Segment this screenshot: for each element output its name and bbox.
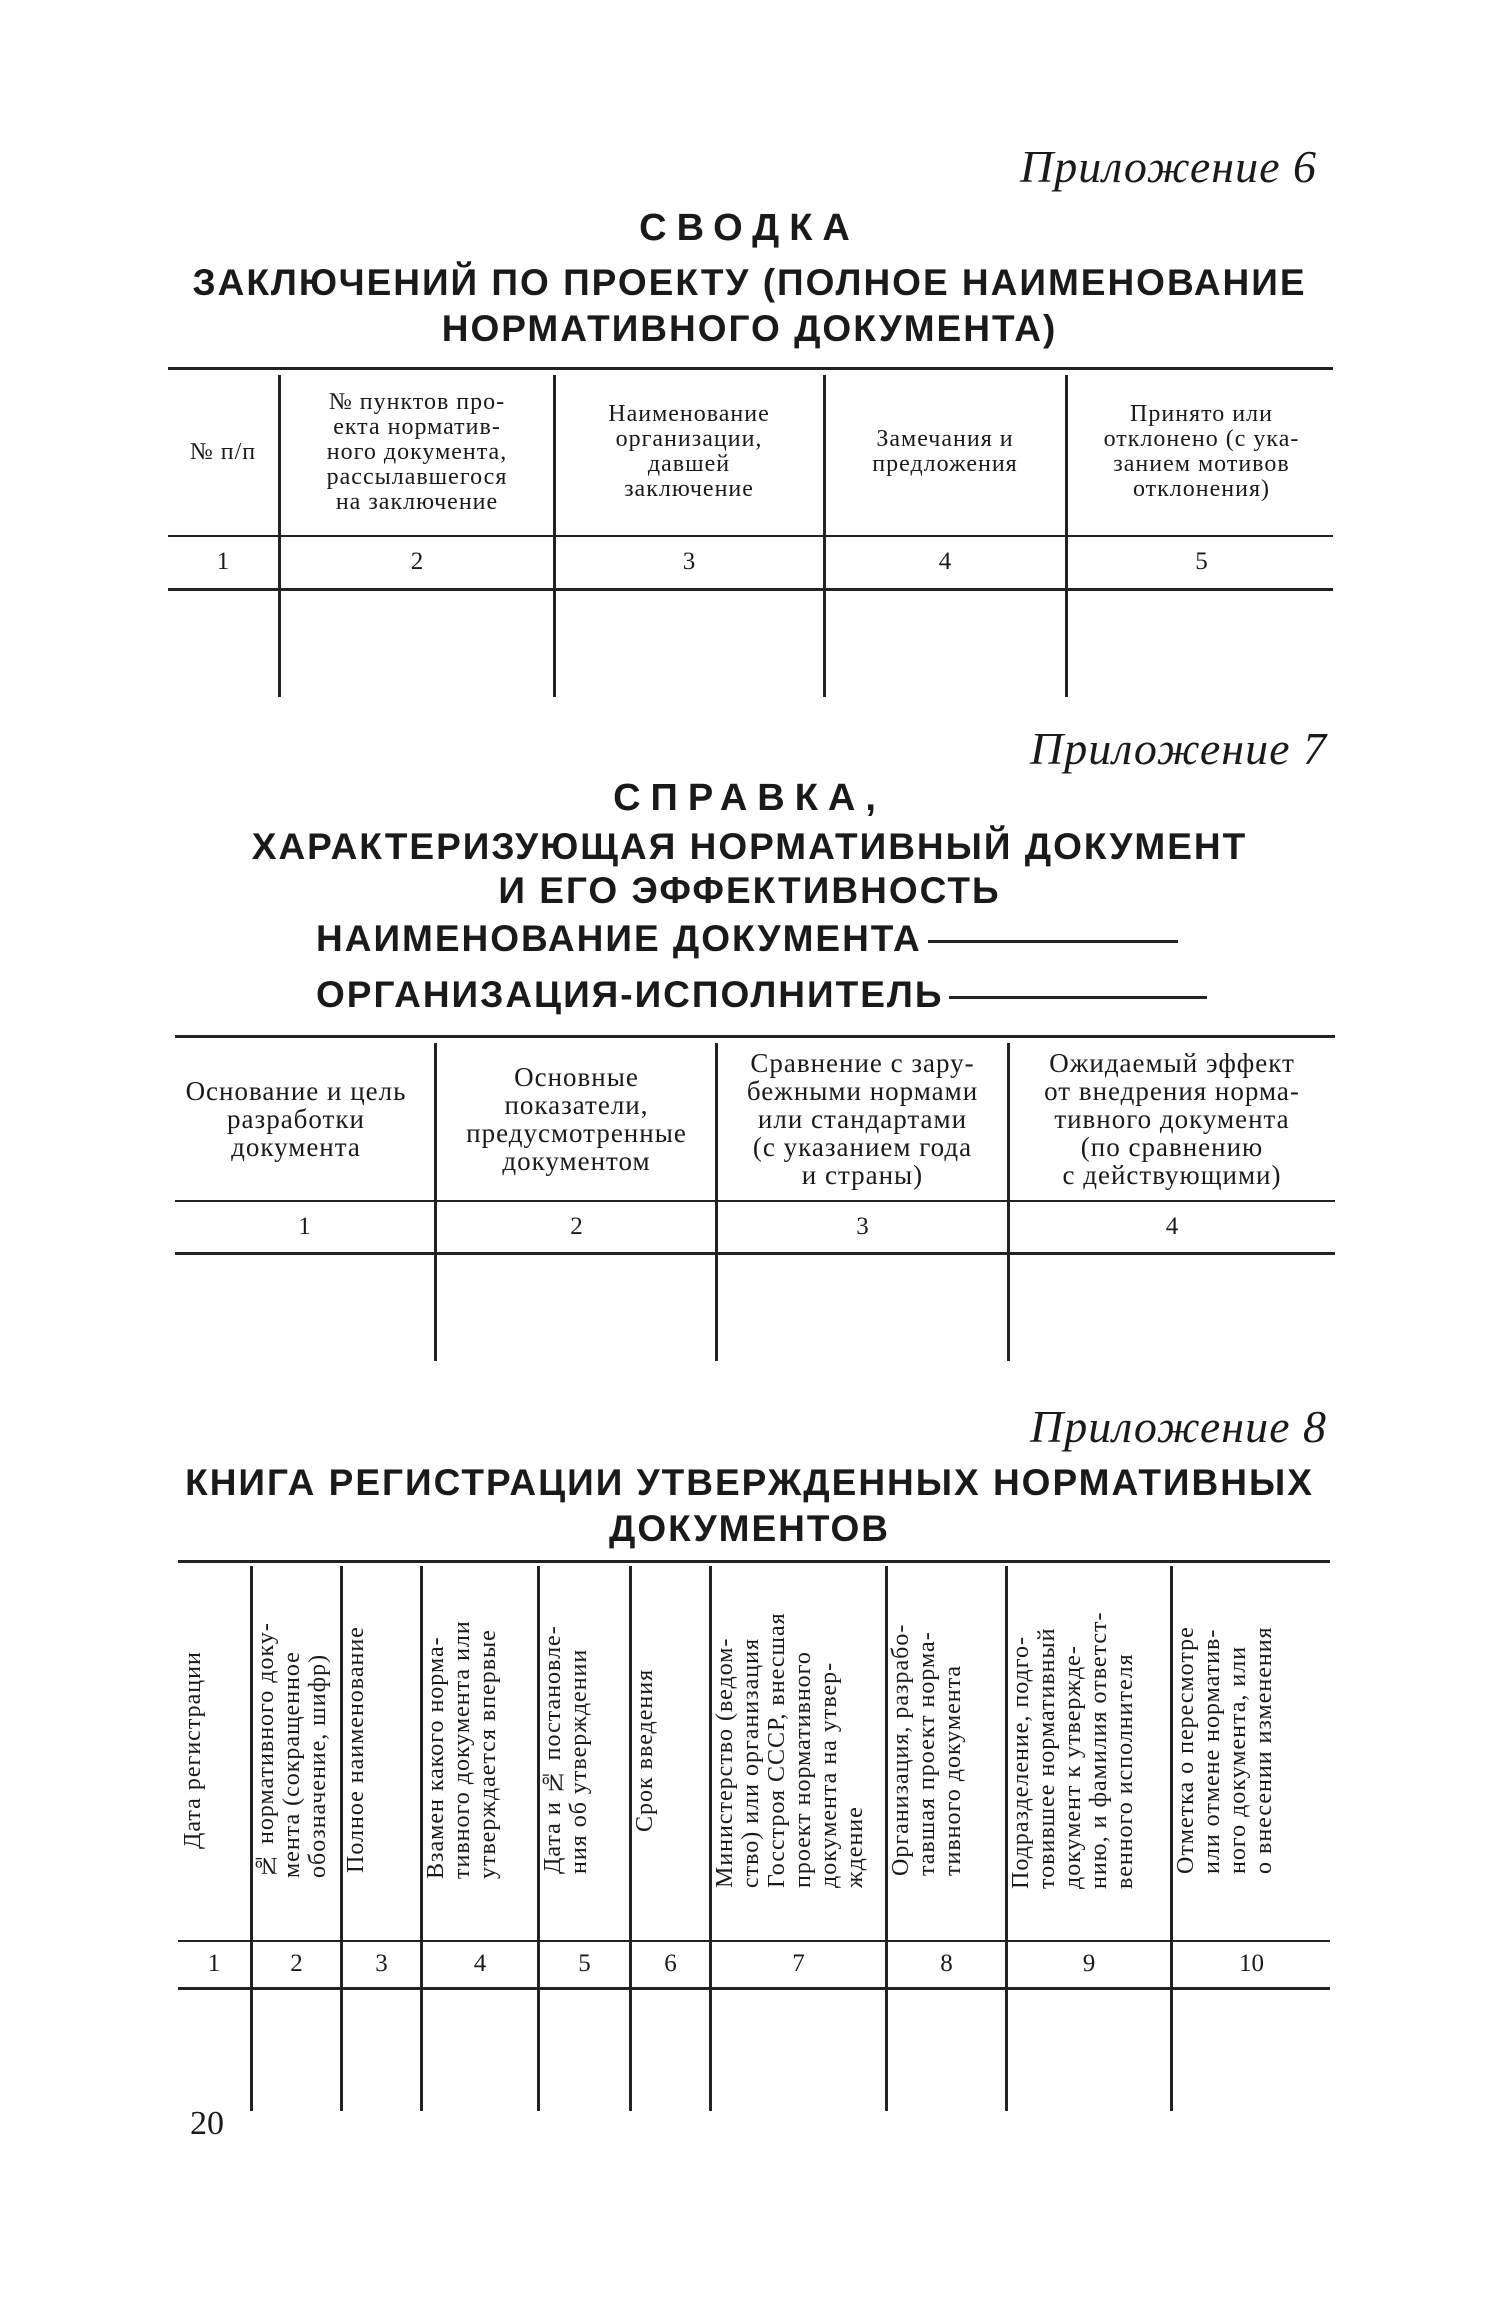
column-divider: [823, 375, 826, 697]
column-number: 3: [375, 1950, 388, 1977]
column-header: Наименование организации, давшей заключение: [608, 401, 770, 502]
column-header: Замечания и предложения: [872, 426, 1018, 477]
column-header: Дата регистрации: [180, 1651, 206, 1849]
appendix-7-title: СПРАВКА,: [613, 777, 886, 819]
column-number: 9: [1082, 1950, 1096, 1977]
table-rule: [168, 535, 1333, 537]
column-header: Срок введения: [632, 1668, 658, 1832]
column-number: 2: [410, 548, 424, 575]
column-header: Подразделение, подго- товившее нормативный документ к утвержде- нию, и фамилия ответст- венного исполнителя: [1008, 1611, 1138, 1889]
column-number: 4: [1165, 1213, 1179, 1240]
column-number: 1: [216, 548, 230, 575]
column-divider: [278, 375, 281, 697]
column-header: № пунктов про- екта норматив- ного документа, рассылавшегося на заключение: [326, 388, 508, 515]
column-header: Основание и цель разработки документа: [185, 1076, 407, 1162]
table-rule: [175, 1252, 1335, 1255]
column-number: 8: [940, 1950, 953, 1977]
appendix-7-subtitle-line1: ХАРАКТЕРИЗУЮЩАЯ НОРМАТИВНЫЙ ДОКУМЕНТ: [251, 826, 1248, 867]
table-rule: [175, 1200, 1335, 1202]
column-header: Основные показатели, предусмотренные документом: [466, 1062, 687, 1176]
column-divider: [553, 375, 556, 697]
appendix-8-title-line2: ДОКУМЕНТОВ: [608, 1508, 891, 1549]
appendix-7-label: Приложение 7: [1030, 723, 1328, 774]
column-divider: [1065, 375, 1068, 697]
table-rule: [168, 367, 1333, 370]
column-number: 2: [570, 1213, 583, 1240]
table-rule: [178, 1940, 1330, 1942]
document-name-label: НАИМЕНОВАНИЕ ДОКУМЕНТА: [316, 918, 922, 959]
appendix-6-label: Приложение 6: [1020, 141, 1318, 192]
document-name-field: [316, 916, 1178, 962]
table-rule: [178, 1987, 1330, 1990]
column-header: № нормативного доку- мента (сокращенное обозначение, шифр): [253, 1622, 331, 1878]
appendix-8-title-line1: КНИГА РЕГИСТРАЦИИ УТВЕРЖДЕННЫХ НОРМАТИВНЫХ: [185, 1462, 1314, 1503]
column-number: 5: [1195, 548, 1208, 575]
table-rule: [175, 1035, 1335, 1038]
executor-label: ОРГАНИЗАЦИЯ-ИСПОЛНИТЕЛЬ: [316, 974, 944, 1015]
column-number: 1: [298, 1213, 311, 1240]
appendix-7-subtitle-line2: И ЕГО ЭФФЕКТИВНОСТЬ: [498, 870, 1001, 911]
column-header: Взамен какого норма- тивного документа или утверждается впервые: [423, 1620, 501, 1880]
column-divider: [715, 1043, 718, 1361]
document-name-blank: [928, 940, 1178, 943]
table-rule: [178, 1560, 1330, 1563]
column-number: 4: [473, 1950, 487, 1977]
column-number: 1: [207, 1950, 221, 1977]
column-number: 6: [664, 1950, 677, 1977]
column-number: 2: [290, 1950, 303, 1977]
column-header: Министерство (ведом- ство) или организация Госстроя СССР, внесшая проект нормативного документа на утвер- ждение: [712, 1612, 868, 1888]
column-number: 4: [938, 548, 952, 575]
appendix-6-subtitle-line2: НОРМАТИВНОГО ДОКУМЕНТА): [441, 308, 1058, 349]
appendix-6-subtitle-line1: ЗАКЛЮЧЕНИЙ ПО ПРОЕКТУ (ПОЛНОЕ НАИМЕНОВАНИЕ: [192, 262, 1307, 303]
table-rule: [168, 588, 1333, 591]
column-header: Дата и № постановле- ния об утверждении: [540, 1625, 592, 1875]
column-number: 5: [578, 1950, 591, 1977]
executor-blank: [949, 996, 1207, 999]
column-header: Принято или отклонено (с ука- занием мотивов отклонения): [1103, 401, 1300, 502]
column-header: Полное наименование: [343, 1626, 369, 1874]
column-header: Организация, разрабо- тавшая проект норма- тивного документа: [888, 1623, 966, 1877]
column-number: 10: [1239, 1950, 1264, 1977]
column-header: № п/п: [189, 438, 257, 465]
page-number: 20: [190, 2105, 224, 2142]
column-divider: [434, 1043, 437, 1361]
column-number: 7: [792, 1950, 805, 1977]
executor-field: [316, 972, 1207, 1018]
column-header: Ожидаемый эффект от внедрения норма- тивного документа (по сравнению с действующими): [1044, 1048, 1300, 1190]
column-number: 3: [856, 1213, 869, 1240]
appendix-8-label: Приложение 8: [1030, 1401, 1328, 1452]
column-header: Отметка о пересмотре или отмене норматив- ного документа, или о внесении изменения: [1173, 1626, 1277, 1874]
column-divider: [1007, 1043, 1010, 1361]
column-header: Сравнение с зару- бежными нормами или стандартами (с указанием года и страны): [746, 1048, 979, 1190]
appendix-6-title: СВОДКА: [639, 207, 860, 249]
column-number: 3: [682, 548, 696, 575]
